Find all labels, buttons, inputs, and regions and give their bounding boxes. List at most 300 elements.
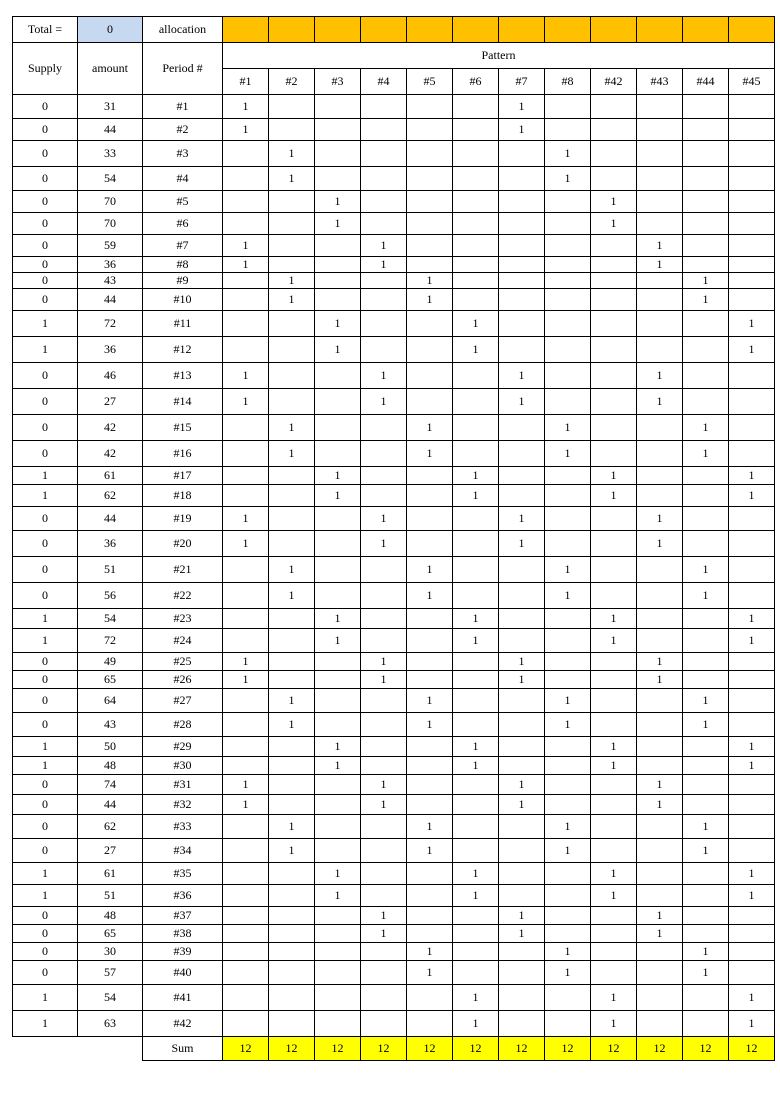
pattern-cell[interactable] [223,943,269,961]
pattern-cell[interactable]: 1 [637,775,683,795]
pattern-cell[interactable] [729,839,775,863]
supply-cell[interactable]: 0 [13,415,78,441]
pattern-cell[interactable] [407,985,453,1011]
pattern-cell[interactable] [223,337,269,363]
pattern-cell[interactable] [223,907,269,925]
pattern-cell[interactable] [269,257,315,273]
pattern-cell[interactable] [407,95,453,119]
amount-cell[interactable]: 65 [78,925,143,943]
pattern-cell[interactable] [315,961,361,985]
pattern-cell[interactable] [591,167,637,191]
pattern-cell[interactable] [729,671,775,689]
pattern-cell[interactable] [315,713,361,737]
period-cell[interactable]: #20 [143,531,223,557]
pattern-cell[interactable] [315,389,361,415]
pattern-cell[interactable]: 1 [315,609,361,629]
pattern-cell[interactable]: 1 [361,795,407,815]
pattern-cell[interactable]: 1 [361,907,407,925]
pattern-cell[interactable] [729,961,775,985]
amount-cell[interactable]: 33 [78,141,143,167]
pattern-cell[interactable]: 1 [315,863,361,885]
pattern-cell[interactable] [453,257,499,273]
pattern-cell[interactable] [637,273,683,289]
amount-cell[interactable]: 36 [78,257,143,273]
pattern-cell[interactable] [499,141,545,167]
period-cell[interactable]: #28 [143,713,223,737]
pattern-cell[interactable]: 1 [683,815,729,839]
amount-cell[interactable]: 27 [78,389,143,415]
pattern-cell[interactable] [315,141,361,167]
pattern-cell[interactable]: 1 [453,609,499,629]
pattern-cell[interactable] [361,713,407,737]
pattern-cell[interactable] [361,863,407,885]
pattern-cell[interactable] [683,629,729,653]
pattern-cell[interactable] [591,531,637,557]
pattern-cell[interactable]: 1 [499,671,545,689]
pattern-cell[interactable]: 1 [361,775,407,795]
pattern-cell[interactable] [453,167,499,191]
pattern-cell[interactable]: 1 [637,795,683,815]
pattern-cell[interactable] [223,689,269,713]
pattern-cell[interactable]: 1 [591,737,637,757]
pattern-cell[interactable]: 1 [683,689,729,713]
allocation-cell[interactable] [407,17,453,43]
supply-cell[interactable]: 0 [13,557,78,583]
pattern-cell[interactable] [683,141,729,167]
pattern-cell[interactable]: 1 [223,653,269,671]
pattern-cell[interactable] [729,583,775,609]
pattern-cell[interactable] [361,415,407,441]
pattern-cell[interactable] [223,737,269,757]
pattern-cell[interactable]: 1 [315,311,361,337]
pattern-cell[interactable] [269,1011,315,1037]
pattern-cell[interactable] [269,985,315,1011]
pattern-cell[interactable] [545,289,591,311]
pattern-cell[interactable]: 1 [361,389,407,415]
pattern-cell[interactable]: 1 [591,863,637,885]
pattern-cell[interactable] [637,985,683,1011]
pattern-cell[interactable]: 1 [223,119,269,141]
pattern-cell[interactable] [223,311,269,337]
pattern-cell[interactable] [223,467,269,485]
period-cell[interactable]: #39 [143,943,223,961]
pattern-cell[interactable] [453,273,499,289]
period-cell[interactable]: #27 [143,689,223,713]
pattern-cell[interactable]: 1 [315,485,361,507]
pattern-cell[interactable] [407,907,453,925]
period-cell[interactable]: #35 [143,863,223,885]
pattern-cell[interactable] [223,863,269,885]
pattern-cell[interactable] [315,907,361,925]
pattern-cell[interactable]: 1 [407,441,453,467]
pattern-cell[interactable] [683,213,729,235]
pattern-cell[interactable] [453,839,499,863]
pattern-cell[interactable]: 1 [729,1011,775,1037]
pattern-cell[interactable]: 1 [315,737,361,757]
pattern-cell[interactable] [407,311,453,337]
pattern-cell[interactable] [223,839,269,863]
pattern-cell[interactable] [683,363,729,389]
pattern-cell[interactable] [729,213,775,235]
amount-cell[interactable]: 48 [78,757,143,775]
pattern-cell[interactable] [223,961,269,985]
supply-cell[interactable]: 0 [13,653,78,671]
pattern-cell[interactable]: 1 [637,257,683,273]
supply-cell[interactable]: 0 [13,119,78,141]
amount-cell[interactable]: 30 [78,943,143,961]
amount-cell[interactable]: 62 [78,485,143,507]
pattern-cell[interactable] [407,863,453,885]
supply-cell[interactable]: 0 [13,141,78,167]
pattern-cell[interactable] [637,119,683,141]
pattern-cell[interactable] [361,273,407,289]
pattern-cell[interactable] [591,119,637,141]
pattern-cell[interactable] [315,671,361,689]
pattern-cell[interactable] [499,167,545,191]
pattern-cell[interactable] [545,485,591,507]
pattern-cell[interactable]: 1 [223,95,269,119]
pattern-cell[interactable] [545,273,591,289]
pattern-cell[interactable]: 1 [683,289,729,311]
amount-cell[interactable]: 42 [78,415,143,441]
pattern-cell[interactable] [591,583,637,609]
pattern-cell[interactable] [591,557,637,583]
pattern-cell[interactable] [269,609,315,629]
amount-cell[interactable]: 31 [78,95,143,119]
pattern-cell[interactable]: 1 [545,839,591,863]
pattern-cell[interactable] [223,815,269,839]
pattern-cell[interactable] [407,795,453,815]
supply-cell[interactable]: 1 [13,337,78,363]
period-cell[interactable]: #41 [143,985,223,1011]
pattern-cell[interactable] [545,757,591,775]
pattern-cell[interactable] [545,985,591,1011]
pattern-cell[interactable] [407,337,453,363]
pattern-cell[interactable] [545,609,591,629]
amount-cell[interactable]: 48 [78,907,143,925]
pattern-cell[interactable] [683,907,729,925]
pattern-cell[interactable] [223,273,269,289]
pattern-cell[interactable] [683,337,729,363]
pattern-cell[interactable] [683,775,729,795]
pattern-cell[interactable] [637,415,683,441]
pattern-cell[interactable]: 1 [545,961,591,985]
pattern-cell[interactable] [545,311,591,337]
pattern-cell[interactable] [637,863,683,885]
pattern-cell[interactable] [499,713,545,737]
pattern-cell[interactable] [315,95,361,119]
supply-cell[interactable]: 1 [13,757,78,775]
period-cell[interactable]: #13 [143,363,223,389]
pattern-cell[interactable]: 1 [269,441,315,467]
pattern-cell[interactable] [315,273,361,289]
pattern-cell[interactable]: 1 [683,713,729,737]
pattern-cell[interactable]: 1 [683,839,729,863]
pattern-cell[interactable] [361,557,407,583]
period-cell[interactable]: #18 [143,485,223,507]
pattern-cell[interactable] [269,311,315,337]
period-cell[interactable]: #38 [143,925,223,943]
pattern-cell[interactable] [637,213,683,235]
period-cell[interactable]: #1 [143,95,223,119]
pattern-cell[interactable]: 1 [407,713,453,737]
pattern-cell[interactable] [499,557,545,583]
pattern-cell[interactable] [591,653,637,671]
amount-cell[interactable]: 56 [78,583,143,609]
supply-cell[interactable]: 1 [13,737,78,757]
pattern-cell[interactable] [637,191,683,213]
pattern-cell[interactable] [499,629,545,653]
supply-cell[interactable]: 0 [13,583,78,609]
pattern-cell[interactable] [499,689,545,713]
pattern-cell[interactable] [361,141,407,167]
pattern-cell[interactable] [683,507,729,531]
pattern-cell[interactable] [683,485,729,507]
pattern-cell[interactable]: 1 [637,363,683,389]
pattern-cell[interactable]: 1 [407,415,453,441]
pattern-cell[interactable] [269,671,315,689]
period-cell[interactable]: #37 [143,907,223,925]
pattern-cell[interactable] [223,485,269,507]
pattern-cell[interactable]: 1 [223,389,269,415]
pattern-cell[interactable] [269,213,315,235]
pattern-cell[interactable]: 1 [407,289,453,311]
pattern-cell[interactable] [453,363,499,389]
pattern-cell[interactable] [453,815,499,839]
pattern-cell[interactable] [729,925,775,943]
supply-cell[interactable]: 0 [13,213,78,235]
pattern-cell[interactable] [315,653,361,671]
pattern-cell[interactable]: 1 [545,415,591,441]
pattern-cell[interactable] [683,1011,729,1037]
period-cell[interactable]: #12 [143,337,223,363]
pattern-cell[interactable] [637,885,683,907]
pattern-cell[interactable]: 1 [637,531,683,557]
pattern-cell[interactable]: 1 [545,141,591,167]
pattern-cell[interactable] [361,485,407,507]
amount-cell[interactable]: 63 [78,1011,143,1037]
pattern-cell[interactable] [453,235,499,257]
pattern-cell[interactable]: 1 [499,95,545,119]
pattern-cell[interactable]: 1 [453,737,499,757]
pattern-cell[interactable] [683,95,729,119]
pattern-cell[interactable] [223,885,269,907]
pattern-cell[interactable] [729,289,775,311]
supply-cell[interactable]: 0 [13,531,78,557]
period-cell[interactable]: #25 [143,653,223,671]
pattern-cell[interactable] [407,485,453,507]
pattern-cell[interactable] [683,311,729,337]
pattern-cell[interactable] [637,467,683,485]
pattern-cell[interactable]: 1 [407,839,453,863]
pattern-cell[interactable] [545,907,591,925]
pattern-cell[interactable] [361,885,407,907]
pattern-cell[interactable] [453,943,499,961]
pattern-cell[interactable] [361,839,407,863]
allocation-cell[interactable] [269,17,315,43]
pattern-cell[interactable] [407,257,453,273]
amount-cell[interactable]: 74 [78,775,143,795]
supply-cell[interactable]: 1 [13,609,78,629]
pattern-cell[interactable] [499,815,545,839]
allocation-cell[interactable] [729,17,775,43]
pattern-cell[interactable]: 1 [223,507,269,531]
supply-cell[interactable]: 0 [13,95,78,119]
pattern-cell[interactable] [315,235,361,257]
pattern-cell[interactable] [269,653,315,671]
pattern-cell[interactable] [729,689,775,713]
supply-cell[interactable]: 0 [13,815,78,839]
pattern-cell[interactable] [545,775,591,795]
pattern-cell[interactable] [637,713,683,737]
pattern-cell[interactable] [637,583,683,609]
pattern-cell[interactable] [315,363,361,389]
pattern-cell[interactable] [683,119,729,141]
period-cell[interactable]: #17 [143,467,223,485]
pattern-cell[interactable] [729,557,775,583]
period-cell[interactable]: #42 [143,1011,223,1037]
pattern-cell[interactable] [591,311,637,337]
pattern-cell[interactable] [545,213,591,235]
pattern-cell[interactable] [407,629,453,653]
pattern-cell[interactable] [591,141,637,167]
pattern-cell[interactable]: 1 [499,507,545,531]
supply-cell[interactable]: 0 [13,167,78,191]
pattern-cell[interactable] [453,775,499,795]
pattern-cell[interactable] [499,863,545,885]
amount-cell[interactable]: 70 [78,191,143,213]
pattern-cell[interactable]: 1 [223,775,269,795]
period-cell[interactable]: #3 [143,141,223,167]
pattern-cell[interactable] [637,839,683,863]
pattern-cell[interactable] [591,389,637,415]
pattern-cell[interactable] [361,583,407,609]
pattern-cell[interactable] [269,363,315,389]
amount-cell[interactable]: 65 [78,671,143,689]
pattern-cell[interactable]: 1 [453,863,499,885]
pattern-cell[interactable] [223,1011,269,1037]
pattern-cell[interactable] [545,507,591,531]
pattern-cell[interactable]: 1 [683,557,729,583]
pattern-cell[interactable] [729,415,775,441]
pattern-cell[interactable] [683,191,729,213]
pattern-cell[interactable] [637,441,683,467]
pattern-cell[interactable] [591,289,637,311]
pattern-cell[interactable] [637,95,683,119]
pattern-cell[interactable]: 1 [407,583,453,609]
pattern-cell[interactable] [729,943,775,961]
pattern-cell[interactable]: 1 [361,653,407,671]
pattern-cell[interactable] [315,119,361,141]
pattern-cell[interactable] [453,557,499,583]
supply-cell[interactable]: 0 [13,961,78,985]
pattern-cell[interactable]: 1 [499,925,545,943]
pattern-cell[interactable] [729,531,775,557]
pattern-cell[interactable] [407,191,453,213]
pattern-cell[interactable]: 1 [545,167,591,191]
pattern-cell[interactable] [729,141,775,167]
period-cell[interactable]: #9 [143,273,223,289]
pattern-cell[interactable]: 1 [729,311,775,337]
amount-cell[interactable]: 27 [78,839,143,863]
pattern-cell[interactable]: 1 [637,671,683,689]
period-cell[interactable]: #5 [143,191,223,213]
pattern-cell[interactable] [269,737,315,757]
pattern-cell[interactable] [269,961,315,985]
pattern-cell[interactable] [499,757,545,775]
pattern-cell[interactable]: 1 [361,925,407,943]
pattern-cell[interactable] [269,795,315,815]
pattern-cell[interactable] [729,119,775,141]
pattern-cell[interactable] [453,531,499,557]
pattern-cell[interactable] [269,191,315,213]
allocation-cell[interactable] [361,17,407,43]
pattern-cell[interactable] [729,257,775,273]
pattern-cell[interactable] [453,925,499,943]
pattern-cell[interactable] [453,907,499,925]
allocation-cell[interactable] [223,17,269,43]
pattern-cell[interactable]: 1 [269,141,315,167]
supply-cell[interactable]: 0 [13,191,78,213]
period-cell[interactable]: #23 [143,609,223,629]
pattern-cell[interactable] [683,671,729,689]
supply-cell[interactable]: 1 [13,1011,78,1037]
pattern-cell[interactable] [453,191,499,213]
pattern-cell[interactable]: 1 [591,629,637,653]
pattern-cell[interactable]: 1 [269,273,315,289]
pattern-cell[interactable] [591,839,637,863]
pattern-cell[interactable] [269,507,315,531]
period-cell[interactable]: #22 [143,583,223,609]
pattern-cell[interactable] [269,531,315,557]
pattern-cell[interactable] [499,415,545,441]
pattern-cell[interactable] [545,737,591,757]
pattern-cell[interactable] [453,141,499,167]
pattern-cell[interactable] [315,839,361,863]
pattern-cell[interactable] [361,95,407,119]
amount-cell[interactable]: 64 [78,689,143,713]
pattern-cell[interactable] [683,985,729,1011]
pattern-cell[interactable] [453,507,499,531]
pattern-cell[interactable]: 1 [269,839,315,863]
pattern-cell[interactable] [683,531,729,557]
pattern-cell[interactable] [223,925,269,943]
pattern-cell[interactable] [729,273,775,289]
period-cell[interactable]: #31 [143,775,223,795]
pattern-cell[interactable] [545,191,591,213]
pattern-cell[interactable] [729,815,775,839]
pattern-cell[interactable] [499,1011,545,1037]
pattern-cell[interactable] [315,795,361,815]
amount-cell[interactable]: 50 [78,737,143,757]
pattern-cell[interactable] [361,213,407,235]
pattern-cell[interactable]: 1 [499,531,545,557]
pattern-cell[interactable]: 1 [453,629,499,653]
pattern-cell[interactable]: 1 [683,415,729,441]
pattern-cell[interactable]: 1 [453,1011,499,1037]
pattern-cell[interactable]: 1 [545,943,591,961]
period-cell[interactable]: #4 [143,167,223,191]
supply-cell[interactable]: 0 [13,441,78,467]
pattern-cell[interactable] [683,795,729,815]
period-cell[interactable]: #36 [143,885,223,907]
pattern-cell[interactable] [269,389,315,415]
amount-cell[interactable]: 62 [78,815,143,839]
pattern-cell[interactable] [637,815,683,839]
pattern-cell[interactable]: 1 [729,485,775,507]
period-cell[interactable]: #30 [143,757,223,775]
supply-cell[interactable]: 0 [13,671,78,689]
